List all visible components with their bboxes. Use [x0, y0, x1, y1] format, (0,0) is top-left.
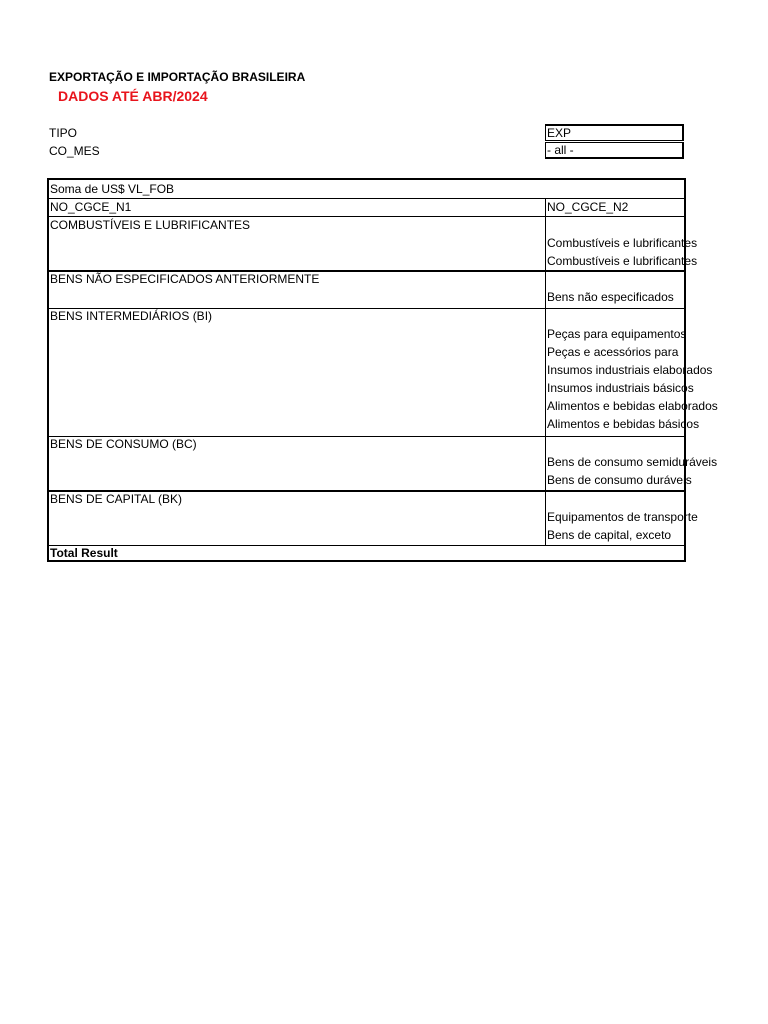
pivot-group-row [49, 272, 684, 309]
subgroup-label[interactable]: Bens de consumo duráveis [547, 473, 692, 487]
filter-label-co-mes: CO_MES [49, 144, 100, 158]
group-label[interactable]: BENS NÃO ESPECIFICADOS ANTERIORMENTE [50, 272, 320, 286]
group-label[interactable]: BENS DE CONSUMO (BC) [50, 437, 197, 451]
subgroup-label[interactable]: Alimentos e bebidas básicos [547, 417, 700, 431]
subgroup-label[interactable]: Equipamentos de transporte [547, 510, 698, 524]
pivot-header-row [49, 199, 684, 217]
pivot-total-row [49, 546, 684, 564]
filter-label-tipo: TIPO [49, 126, 78, 140]
subgroup-label[interactable]: Bens de capital, exceto [547, 528, 672, 542]
pivot-group-row [49, 217, 698, 272]
subgroup-label[interactable]: Combustíveis e lubrificantes [547, 254, 698, 268]
subgroup-label[interactable]: Bens não especificados [547, 290, 674, 304]
report-subtitle: DADOS ATÉ ABR/2024 [58, 88, 208, 104]
subgroup-label[interactable]: Alimentos e bebidas elaborados [547, 399, 718, 413]
group-label[interactable]: BENS INTERMEDIÁRIOS (BI) [50, 309, 213, 323]
pivot-group-row [49, 492, 698, 546]
filter-value-co-mes[interactable]: - all - [545, 142, 684, 159]
column-header-n1[interactable]: NO_CGCE_N1 [50, 200, 132, 214]
subgroup-label[interactable]: Insumos industriais elaborados [547, 363, 713, 377]
pivot-group-row [49, 437, 718, 492]
pivot-group-row [49, 309, 718, 437]
group-label[interactable]: BENS DE CAPITAL (BK) [50, 492, 183, 506]
total-label[interactable]: Total Result [50, 546, 118, 560]
pivot-measure-row [49, 180, 684, 199]
pivot-table [47, 178, 718, 562]
filter-value-tipo[interactable]: EXP [545, 124, 684, 141]
subgroup-label[interactable]: Insumos industriais básicos [547, 381, 694, 395]
subgroup-label[interactable]: Peças e acessórios para [547, 345, 679, 359]
group-label[interactable]: COMBUSTÍVEIS E LUBRIFICANTES [50, 218, 251, 232]
report-title: EXPORTAÇÃO E IMPORTAÇÃO BRASILEIRA [49, 70, 306, 84]
subgroup-label[interactable]: Peças para equipamentos [547, 327, 687, 341]
subgroup-label[interactable]: Combustíveis e lubrificantes [547, 236, 698, 250]
pivot-measure-label[interactable]: Soma de US$ VL_FOB [50, 182, 175, 196]
subgroup-label[interactable]: Bens de consumo semiduráveis [547, 455, 718, 469]
column-header-n2[interactable]: NO_CGCE_N2 [547, 200, 629, 214]
